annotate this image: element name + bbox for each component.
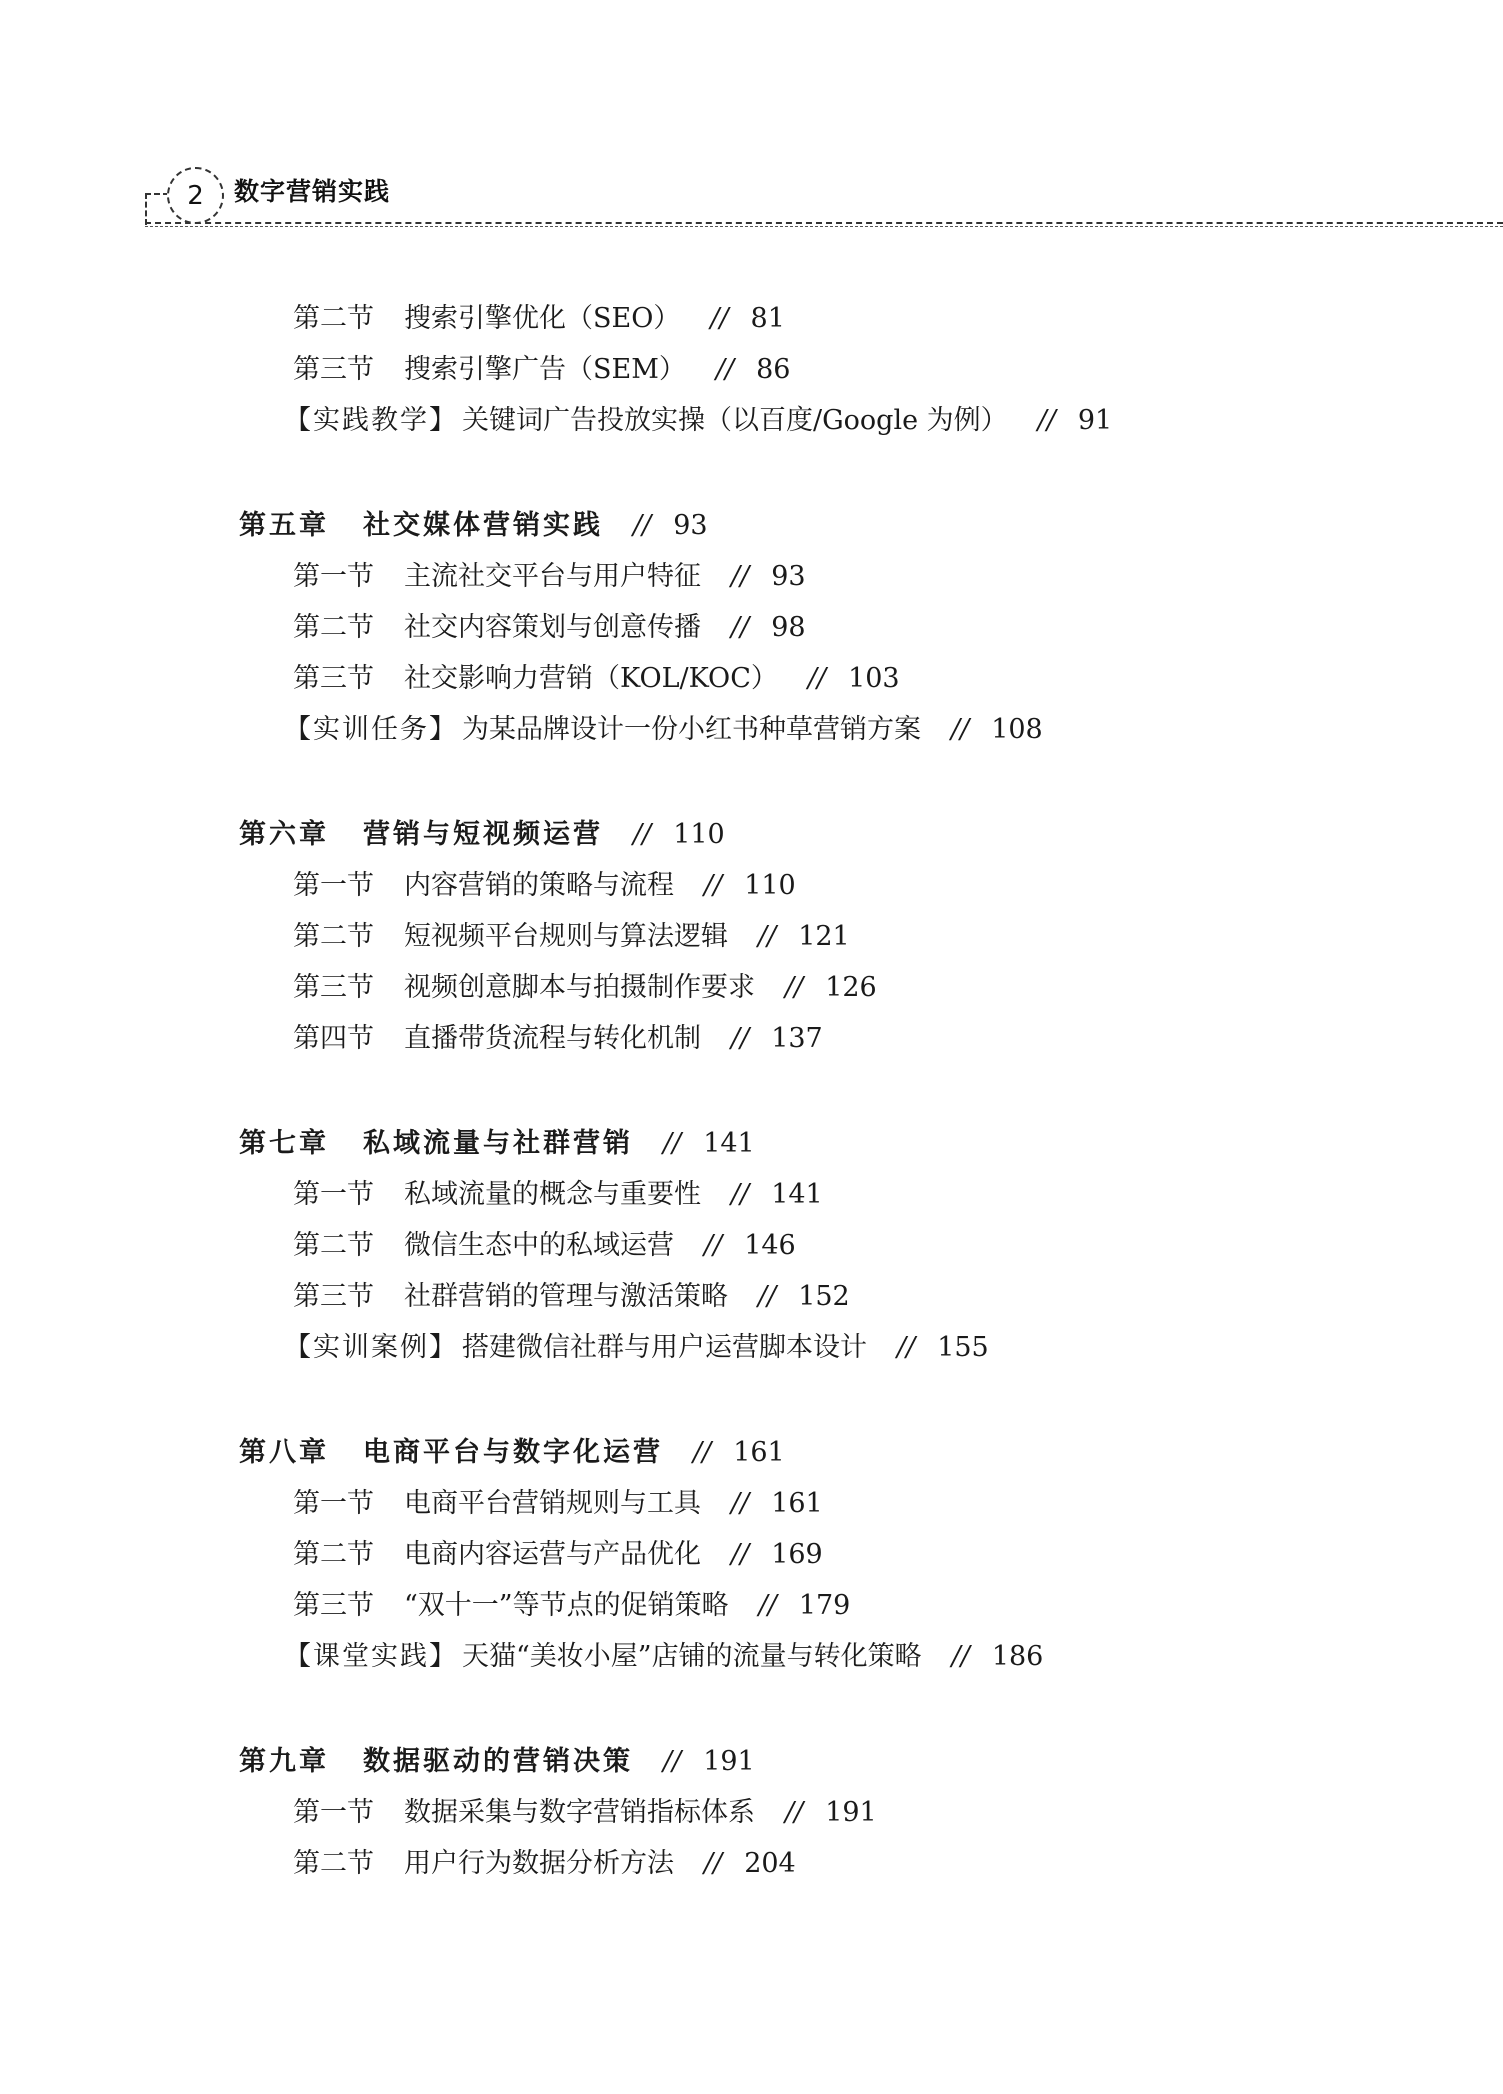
toc-label: 第三节 — [293, 1281, 374, 1312]
toc-separator: // — [758, 921, 777, 952]
toc-title: 短视频平台规则与算法逻辑 — [404, 921, 728, 952]
toc-page-number: 141 — [703, 1128, 755, 1159]
toc-page-number: 93 — [673, 510, 708, 541]
toc-activity — [284, 1640, 1043, 1674]
page-header — [0, 0, 1503, 240]
toc-label: 第三节 — [293, 663, 374, 694]
toc-chapter — [239, 1436, 785, 1470]
toc-separator: // — [704, 870, 723, 901]
toc-section — [293, 1229, 796, 1263]
toc-page-number: 161 — [733, 1437, 785, 1468]
toc-separator: // — [731, 612, 750, 643]
toc-page-number: 110 — [673, 819, 725, 850]
toc-label: 第五章 — [239, 510, 329, 541]
toc-section — [293, 1280, 850, 1314]
toc-section — [293, 920, 850, 954]
toc-separator: // — [731, 1023, 750, 1054]
toc-title: 内容营销的策略与流程 — [404, 870, 674, 901]
toc-chapter — [239, 509, 708, 543]
header-rule-inner — [145, 226, 1503, 227]
toc-title: 直播带货流程与转化机制 — [404, 1023, 701, 1054]
toc-page-number: 146 — [744, 1230, 796, 1261]
toc-title: 社群营销的管理与激活策略 — [404, 1281, 728, 1312]
header-rule — [145, 222, 1503, 224]
toc-section — [293, 971, 877, 1005]
toc-title: 私域流量的概念与重要性 — [404, 1179, 701, 1210]
toc-label: 第七章 — [239, 1128, 329, 1159]
toc-label: 【实训任务】 — [284, 714, 458, 745]
toc-section — [293, 1022, 823, 1056]
toc-label: 第三节 — [293, 354, 374, 385]
toc-label: 【课堂实践】 — [284, 1641, 458, 1672]
toc-section — [293, 1847, 796, 1881]
toc-separator: // — [731, 1488, 750, 1519]
toc-page-number: 81 — [750, 303, 785, 334]
toc-title: 关键词广告投放实操（以百度/Google 为例） — [462, 405, 1008, 436]
toc-label: 第二节 — [293, 921, 374, 952]
toc-separator: // — [704, 1848, 723, 1879]
toc-title: “双十一”等节点的促销策略 — [404, 1590, 729, 1621]
toc-label: 第一节 — [293, 1488, 374, 1519]
toc-separator: // — [731, 1179, 750, 1210]
toc-separator: // — [758, 1590, 777, 1621]
toc-title: 电商平台与数字化运营 — [363, 1437, 663, 1468]
toc-label: 第八章 — [239, 1437, 329, 1468]
toc-section — [293, 611, 806, 645]
toc-label: 第三节 — [293, 1590, 374, 1621]
toc-page-number: 93 — [771, 561, 806, 592]
toc-title: 为某品牌设计一份小红书种草营销方案 — [462, 714, 921, 745]
toc-label: 第一节 — [293, 1179, 374, 1210]
toc-title: 视频创意脚本与拍摄制作要求 — [404, 972, 755, 1003]
toc-separator: // — [897, 1332, 916, 1363]
toc-separator: // — [785, 1797, 804, 1828]
toc-page-number: 152 — [798, 1281, 850, 1312]
toc-title: 私域流量与社群营销 — [363, 1128, 633, 1159]
toc-label: 第二节 — [293, 1539, 374, 1570]
toc-label: 【实践教学】 — [284, 405, 458, 436]
toc-page-number: 103 — [848, 663, 900, 694]
toc-page-number: 161 — [771, 1488, 823, 1519]
toc-separator: // — [715, 354, 735, 385]
toc-label: 第一节 — [293, 1797, 374, 1828]
toc-activity — [284, 404, 1112, 438]
toc-title: 数据驱动的营销决策 — [363, 1746, 633, 1777]
book-title: 数字营销实践 — [234, 177, 391, 206]
toc-label: 第一节 — [293, 561, 374, 592]
toc-title: 搜索引擎优化（SEO） — [404, 303, 681, 334]
toc-title: 搭建微信社群与用户运营脚本设计 — [462, 1332, 867, 1363]
toc-page-number: 137 — [771, 1023, 823, 1054]
toc-label: 第二节 — [293, 1848, 374, 1879]
toc-title: 电商平台营销规则与工具 — [404, 1488, 701, 1519]
toc-title: 电商内容运营与产品优化 — [404, 1539, 701, 1570]
toc-page-number: 141 — [771, 1179, 823, 1210]
toc-section — [293, 1178, 823, 1212]
toc-separator: // — [710, 303, 729, 334]
toc-section — [293, 1538, 823, 1572]
toc-page-number: 204 — [744, 1848, 796, 1879]
page-number: 2 — [187, 180, 204, 211]
toc-label: 第二节 — [293, 612, 374, 643]
toc-label: 第三节 — [293, 972, 374, 1003]
toc-section — [293, 1487, 823, 1521]
toc-label: 第二节 — [293, 303, 374, 334]
toc-label: 第九章 — [239, 1746, 329, 1777]
toc-page-number: 121 — [798, 921, 850, 952]
toc-section — [293, 1589, 850, 1623]
toc-label: 第一节 — [293, 870, 374, 901]
toc-title: 社交内容策划与创意传播 — [404, 612, 701, 643]
toc-title: 微信生态中的私域运营 — [404, 1230, 674, 1261]
toc-label: 第六章 — [239, 819, 329, 850]
toc-chapter — [239, 1745, 755, 1779]
toc-separator: // — [807, 663, 827, 694]
toc-separator: // — [663, 1128, 682, 1159]
toc-section — [293, 560, 806, 594]
header-corner-rule-vertical — [145, 193, 147, 225]
toc-separator: // — [785, 972, 804, 1003]
toc-separator: // — [663, 1746, 682, 1777]
toc-page-number: 126 — [825, 972, 877, 1003]
toc-chapter — [239, 1127, 755, 1161]
toc-chapter — [239, 818, 725, 852]
toc-title: 营销与短视频运营 — [363, 819, 603, 850]
toc-separator: // — [758, 1281, 777, 1312]
toc-separator: // — [633, 819, 652, 850]
toc-separator: // — [731, 561, 750, 592]
toc-separator: // — [951, 714, 970, 745]
toc-page-number: 169 — [771, 1539, 823, 1570]
toc-label: 【实训案例】 — [284, 1332, 458, 1363]
toc-separator: // — [731, 1539, 750, 1570]
toc-label: 第四节 — [293, 1023, 374, 1054]
toc-activity — [284, 1331, 989, 1365]
toc-separator: // — [951, 1641, 970, 1672]
toc-separator: // — [633, 510, 652, 541]
toc-page-number: 191 — [825, 1797, 877, 1828]
toc-title: 搜索引擎广告（SEM） — [404, 354, 686, 385]
toc-label: 第二节 — [293, 1230, 374, 1261]
toc-page-number: 179 — [798, 1590, 851, 1621]
toc-section — [293, 302, 785, 336]
toc-title: 数据采集与数字营销指标体系 — [404, 1797, 755, 1828]
toc-title: 主流社交平台与用户特征 — [404, 561, 701, 592]
toc-section — [293, 662, 900, 696]
toc-page-number: 86 — [756, 354, 791, 385]
toc-title: 社交媒体营销实践 — [363, 510, 603, 541]
toc-title: 天猫“美妆小屋”店铺的流量与转化策略 — [462, 1641, 922, 1672]
toc-title: 用户行为数据分析方法 — [404, 1848, 674, 1879]
page-number-badge — [167, 167, 224, 224]
toc-section — [293, 353, 790, 387]
toc-section — [293, 1796, 877, 1830]
toc-page-number: 98 — [771, 612, 806, 643]
toc-title: 社交影响力营销（KOL/KOC） — [404, 663, 778, 694]
toc-page-number: 108 — [991, 714, 1043, 745]
toc-page-number: 91 — [1077, 405, 1113, 436]
toc-page-number: 155 — [937, 1332, 989, 1363]
toc-page-number: 191 — [703, 1746, 755, 1777]
toc-activity — [284, 713, 1043, 747]
toc-separator: // — [1037, 405, 1056, 436]
toc-section — [293, 869, 796, 903]
toc-page-number: 110 — [744, 870, 796, 901]
header-corner-rule — [145, 193, 169, 195]
toc-separator: // — [704, 1230, 723, 1261]
toc-page-number: 186 — [991, 1641, 1044, 1672]
toc-separator: // — [693, 1437, 712, 1468]
